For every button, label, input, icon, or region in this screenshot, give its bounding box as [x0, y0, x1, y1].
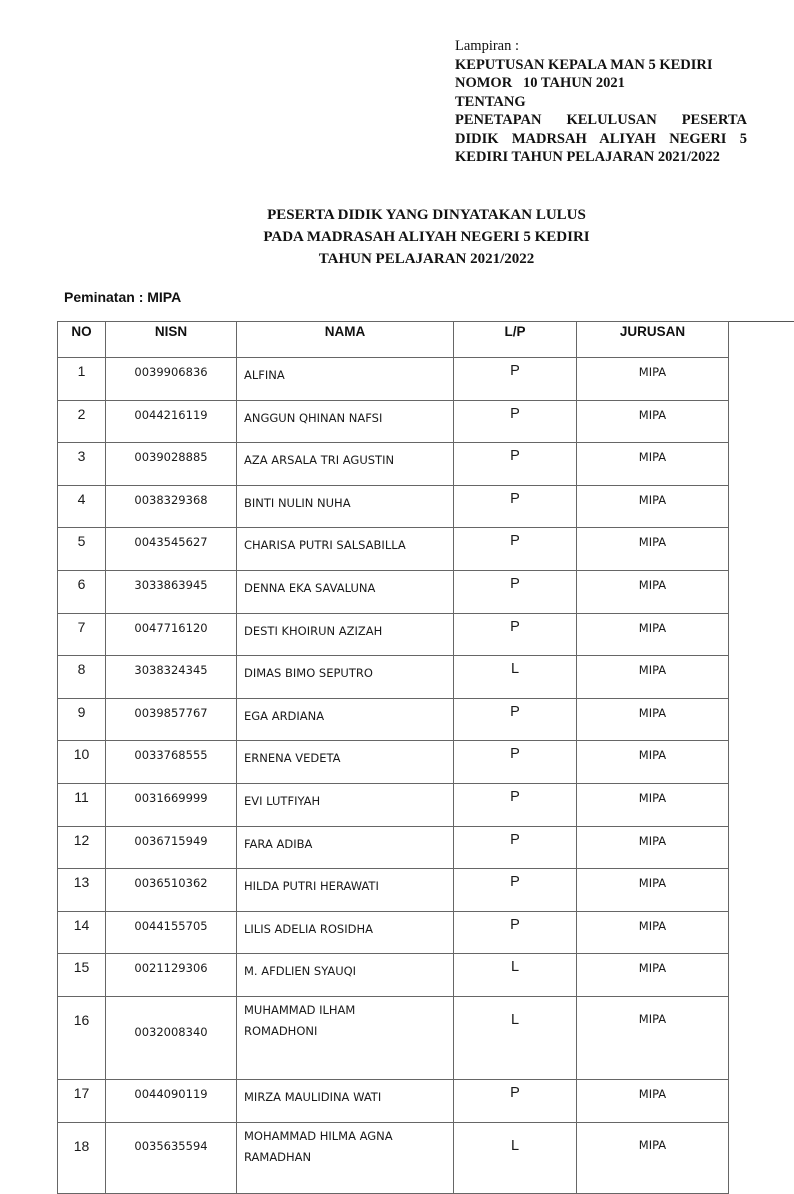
cell-lp: L: [454, 954, 577, 997]
header-nama: NAMA: [237, 322, 454, 358]
cell-nama: HILDA PUTRI HERAWATI: [237, 869, 454, 912]
cell-nisn: 0044216119: [106, 400, 237, 443]
cell-jurusan: MIPA: [577, 613, 729, 656]
cell-jurusan: MIPA: [577, 443, 729, 486]
cell-lp: P: [454, 911, 577, 954]
cell-lp: P: [454, 485, 577, 528]
table-row: [58, 485, 729, 528]
cell-nisn: 3038324345: [106, 656, 237, 699]
cell-jurusan: MIPA: [577, 485, 729, 528]
cell-nama: AZA ARSALA TRI AGUSTIN: [237, 443, 454, 486]
table-row: [58, 911, 729, 954]
cell-lp: L: [454, 1122, 577, 1193]
table-row: [58, 996, 729, 1079]
cell-nama: ALFINA: [237, 358, 454, 401]
cell-nama: DENNA EKA SAVALUNA: [237, 570, 454, 613]
cell-nama: [237, 1122, 454, 1193]
cell-jurusan: MIPA: [577, 1079, 729, 1122]
cell-no: 5: [58, 528, 106, 571]
table-row: [58, 869, 729, 912]
peminatan-label: Peminatan : MIPA: [64, 289, 182, 305]
cell-jurusan: MIPA: [577, 656, 729, 699]
cell-nama: CHARISA PUTRI SALSABILLA: [237, 528, 454, 571]
table-row: [58, 528, 729, 571]
cell-jurusan: MIPA: [577, 741, 729, 784]
decree-about: TENTANG: [455, 93, 526, 110]
decree-line: KEPUTUSAN KEPALA MAN 5 KEDIRI: [455, 56, 713, 73]
cell-nisn: 0039028885: [106, 443, 237, 486]
cell-nama: FARA ADIBA: [237, 826, 454, 869]
table-row: [58, 826, 729, 869]
cell-nama: M. AFDLIEN SYAUQI: [237, 954, 454, 997]
cell-nama: EGA ARDIANA: [237, 698, 454, 741]
cell-nama: ERNENA VEDETA: [237, 741, 454, 784]
decree-subject-line: PENETAPAN KELULUSAN PESERTA: [455, 112, 747, 128]
cell-nama: [237, 996, 454, 1079]
cell-jurusan: MIPA: [577, 528, 729, 571]
cell-lp: P: [454, 400, 577, 443]
cell-jurusan: MIPA: [577, 954, 729, 997]
cell-jurusan: MIPA: [577, 869, 729, 912]
cell-nama: EVI LUTFIYAH: [237, 783, 454, 826]
cell-no: 17: [58, 1079, 106, 1122]
cell-lp: P: [454, 1079, 577, 1122]
cell-nisn: 0032008340: [106, 996, 237, 1079]
cell-jurusan: MIPA: [577, 783, 729, 826]
cell-lp: L: [454, 656, 577, 699]
cell-jurusan: MIPA: [577, 570, 729, 613]
cell-nama: BINTI NULIN NUHA: [237, 485, 454, 528]
cell-nama: DIMAS BIMO SEPUTRO: [237, 656, 454, 699]
cell-nisn: 0031669999: [106, 783, 237, 826]
cell-lp: P: [454, 528, 577, 571]
cell-no: 18: [58, 1122, 106, 1193]
title-line: TAHUN PELAJARAN 2021/2022: [318, 251, 535, 267]
cell-jurusan: MIPA: [577, 400, 729, 443]
cell-no: 3: [58, 443, 106, 486]
cell-nama: DESTI KHOIRUN AZIZAH: [237, 613, 454, 656]
cell-no: 15: [58, 954, 106, 997]
table-row: [58, 741, 729, 784]
cell-nisn: 0038329368: [106, 485, 237, 528]
cell-no: 9: [58, 698, 106, 741]
cell-nisn: 0036715949: [106, 826, 237, 869]
cell-no: 14: [58, 911, 106, 954]
cell-lp: P: [454, 783, 577, 826]
table-row: [58, 570, 729, 613]
cell-nisn: 0044155705: [106, 911, 237, 954]
cell-nama: MIRZA MAULIDINA WATI: [237, 1079, 454, 1122]
table-row: [58, 1122, 729, 1193]
cell-nisn: 0021129306: [106, 954, 237, 997]
cell-nisn: 0047716120: [106, 613, 237, 656]
header-nisn: NISN: [106, 322, 237, 358]
decree-subject-line: KEDIRI TAHUN PELAJARAN 2021/2022: [455, 149, 720, 165]
cell-nisn: 0039906836: [106, 358, 237, 401]
document-title: [0, 204, 794, 270]
cell-jurusan: MIPA: [577, 826, 729, 869]
cell-no: 12: [58, 826, 106, 869]
title-line: PESERTA DIDIK YANG DINYATAKAN LULUS: [267, 207, 586, 223]
cell-lp: L: [454, 996, 577, 1079]
cell-nama-line: MOHAMMAD HILMA AGNA: [244, 1128, 393, 1143]
cell-nama: ANGGUN QHINAN NAFSI: [237, 400, 454, 443]
attachment-header: [455, 37, 747, 167]
cell-lp: P: [454, 613, 577, 656]
cell-lp: P: [454, 358, 577, 401]
cell-no: 7: [58, 613, 106, 656]
cell-nisn: 0033768555: [106, 741, 237, 784]
table-row: [58, 1079, 729, 1122]
cell-nisn: 3033863945: [106, 570, 237, 613]
cell-no: 13: [58, 869, 106, 912]
table-row: [58, 954, 729, 997]
cell-no: 10: [58, 741, 106, 784]
cell-nama-line: MUHAMMAD ILHAM: [244, 1002, 356, 1017]
cell-jurusan: MIPA: [577, 911, 729, 954]
cell-lp: P: [454, 869, 577, 912]
table-row: [58, 783, 729, 826]
cell-jurusan: MIPA: [577, 1122, 729, 1193]
cell-nisn: 0035635594: [106, 1122, 237, 1193]
attachment-label: Lampiran :: [455, 38, 520, 54]
cell-nisn: 0039857767: [106, 698, 237, 741]
table-row: [58, 358, 729, 401]
table-row: [58, 613, 729, 656]
table-row: [58, 698, 729, 741]
cell-jurusan: MIPA: [577, 698, 729, 741]
cell-no: 11: [58, 783, 106, 826]
table-row: [58, 443, 729, 486]
cell-nisn: 0043545627: [106, 528, 237, 571]
header-lp: L/P: [454, 322, 577, 358]
decree-subject-line: DIDIK MADRSAH ALIYAH NEGERI 5: [455, 130, 747, 147]
cell-nama-line: RAMADHAN: [244, 1149, 312, 1164]
cell-no: 2: [58, 400, 106, 443]
table-header-row: [58, 322, 729, 358]
cell-lp: P: [454, 826, 577, 869]
title-line: PADA MADRASAH ALIYAH NEGERI 5 KEDIRI: [263, 229, 590, 245]
cell-no: 8: [58, 656, 106, 699]
cell-no: 6: [58, 570, 106, 613]
cell-nama: LILIS ADELIA ROSIDHA: [237, 911, 454, 954]
table-row: [58, 400, 729, 443]
cell-lp: P: [454, 698, 577, 741]
cell-no: 16: [58, 996, 106, 1079]
cell-nisn: 0036510362: [106, 869, 237, 912]
cell-jurusan: MIPA: [577, 996, 729, 1079]
cell-nisn: 0044090119: [106, 1079, 237, 1122]
header-jurusan: JURUSAN: [577, 322, 729, 358]
table-row: [58, 656, 729, 699]
cell-nama-line: ROMADHONI: [244, 1023, 318, 1038]
cell-jurusan: MIPA: [577, 358, 729, 401]
header-no: NO: [58, 322, 106, 358]
cell-lp: P: [454, 570, 577, 613]
graduates-table: [57, 321, 729, 1194]
cell-no: 4: [58, 485, 106, 528]
cell-no: 1: [58, 358, 106, 401]
decree-number: NOMOR 10 TAHUN 2021: [455, 75, 625, 91]
cell-lp: P: [454, 443, 577, 486]
cell-lp: P: [454, 741, 577, 784]
